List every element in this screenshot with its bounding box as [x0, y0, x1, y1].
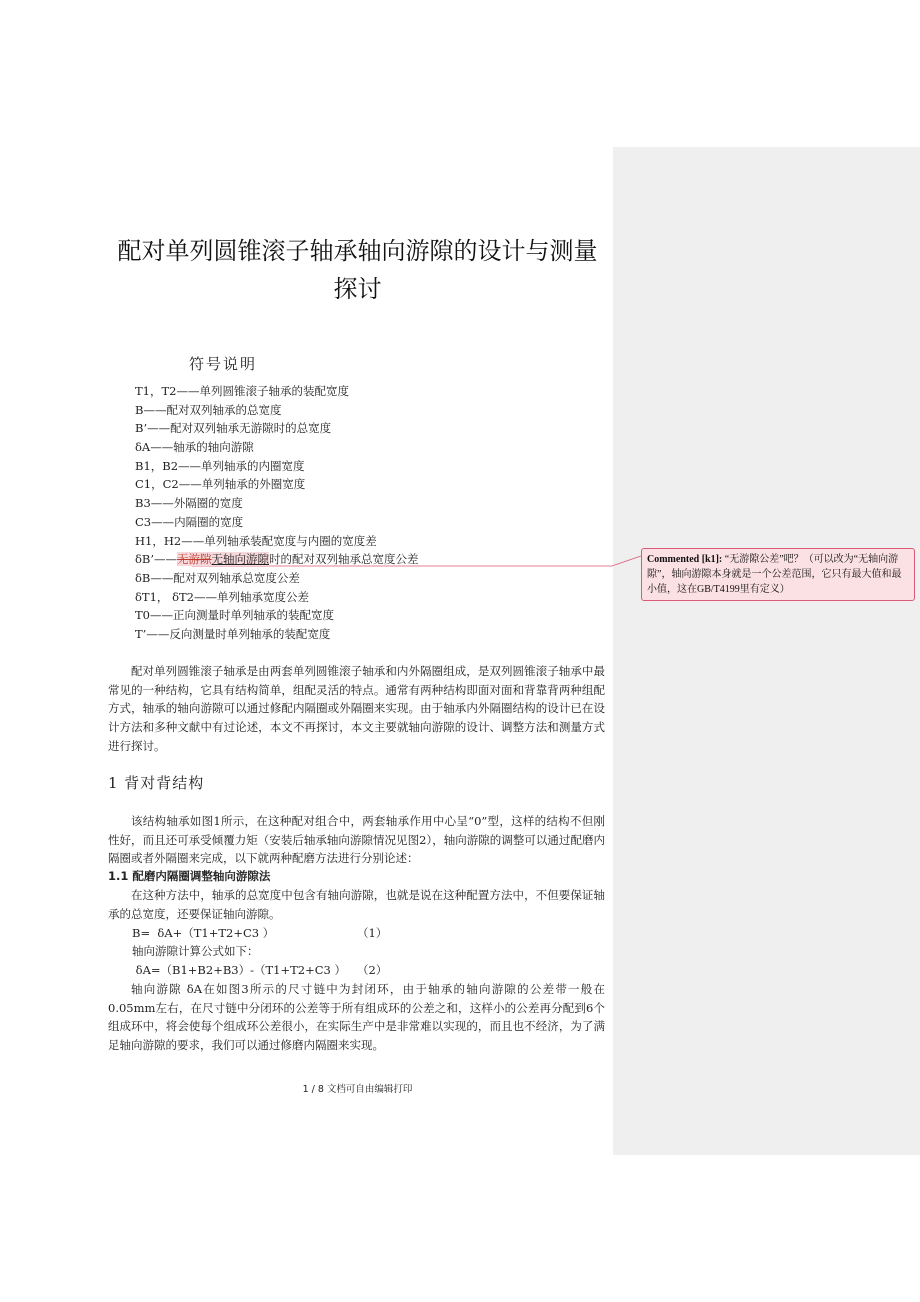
formula-2: δA=（B1+B2+B3）-（T1+T2+C3 ）: [132, 963, 346, 977]
document-title: [100, 232, 615, 308]
comment-text: “无游隙公差”吧？（可以改为“无轴向游隙”，轴向游隙本身就是一个公差范围，它只有最大值和最小值，这在GB/T4199里有定义）: [647, 554, 902, 595]
symbol-item: T1，T2——单列圆锥滚子轴承的装配宽度: [135, 384, 349, 398]
symbol-item: C1，C2——单列轴承的外圈宽度: [135, 477, 306, 492]
page-footer: 1 / 8 文档可自由编辑打印: [302, 1084, 413, 1095]
symbol-item: δB——配对双列轴承总宽度公差: [135, 570, 300, 585]
symbol-item: δT1， δT2——单列轴承宽度公差: [135, 589, 309, 604]
comment-balloon[interactable]: [641, 548, 915, 601]
formula-1: B= δA+（T1+T2+C3 ）: [132, 926, 275, 940]
symbol-item: B3——外隔圈的宽度: [135, 496, 243, 511]
section-heading: 1 背对背结构: [108, 774, 205, 792]
symbol-item: B——配对双列轴承的总宽度: [135, 402, 282, 417]
subsection-heading: 1.1 配磨内隔圈调整轴向游隙法: [108, 869, 271, 883]
tracked-suffix: 时的配对双列轴承总宽度公差: [269, 552, 419, 567]
symbol-item: C3——内隔圈的宽度: [135, 514, 244, 529]
formula-intro: 轴向游隙计算公式如下：: [132, 944, 259, 958]
comment-label: Commented [k1]:: [647, 554, 723, 565]
intro-paragraph: 配对单列圆锥滚子轴承是由两套单列圆锥滚子轴承和内外隔圈组成，是双列圆锥滚子轴承中最常见的一种结构，它具有结构简单，组配灵活的特点。通常有两种结构即面对面和背靠背两种组配方式，轴承的轴向游隙可以通过修配内隔圈或外隔圈来实现。由于轴承内外隔圈结构的设计已在设计方法和多种文献中有过论述，本文不再探讨，本文主要就轴向游隙的设计、调整方法和测量方式进行探讨。: [108, 664, 605, 753]
tracked-prefix: δB’——: [135, 552, 178, 567]
symbol-item: δA——轴承的轴向游隙: [135, 440, 254, 455]
symbol-list: [135, 382, 605, 644]
symbol-item: H1，H2——单列轴承装配宽度与内圈的宽度差: [135, 533, 377, 548]
title-line-1: 配对单列圆锥滚子轴承轴向游隙的设计与测量: [117, 237, 598, 265]
inserted-text[interactable]: 无轴向游隙: [211, 552, 270, 567]
title-line-2: 探讨: [333, 275, 382, 303]
comment-pane: [613, 147, 920, 1155]
subsection-paragraph: 在这种方法中，轴承的总宽度中包含有轴向游隙，也就是说在这种配置方法中，不但要保证轴承的总宽度，还要保证轴向游隙。: [108, 888, 605, 921]
symbol-item: T’——反向测量时单列轴承的装配宽度: [135, 626, 331, 641]
deleted-text[interactable]: 无游隙: [177, 552, 212, 567]
symbol-item: B’——配对双列轴承无游隙时的总宽度: [135, 421, 332, 436]
symbol-item: B1，B2——单列轴承的内圈宽度: [135, 458, 305, 473]
section1-paragraph: 该结构轴承如图1所示，在这种配对组合中，两套轴承作用中心呈“0”型，这样的结构不但刚性好，而且还可承受倾覆力矩（安装后轴承轴向游隙情况见图2），轴向游隙的调整可以通过配磨内隔圈或者外隔圈来完成，以下就两种配磨方法进行分别论述：: [108, 814, 605, 866]
final-paragraph: 轴向游隙 δA在如图3所示的尺寸链中为封闭环，由于轴承的轴向游隙的公差带一般在0.05mm左右，在尺寸链中分闭环的公差等于所有组成环的公差之和，这样小的公差再分配到6个组成环中，将会使每个组成环公差很小，在实际生产中是非常难以实现的，而且也不经济，为了满足轴向游隙的要求，我们可以通过修磨内隔圈来实现。: [108, 982, 605, 1053]
symbols-heading: 符号说明: [189, 355, 258, 373]
formula-1-number: （1）: [357, 926, 388, 940]
symbol-item-tracked-change[interactable]: [135, 550, 605, 569]
symbol-item: T0——正向测量时单列轴承的装配宽度: [135, 608, 334, 623]
formula-2-number: （2）: [357, 963, 388, 977]
